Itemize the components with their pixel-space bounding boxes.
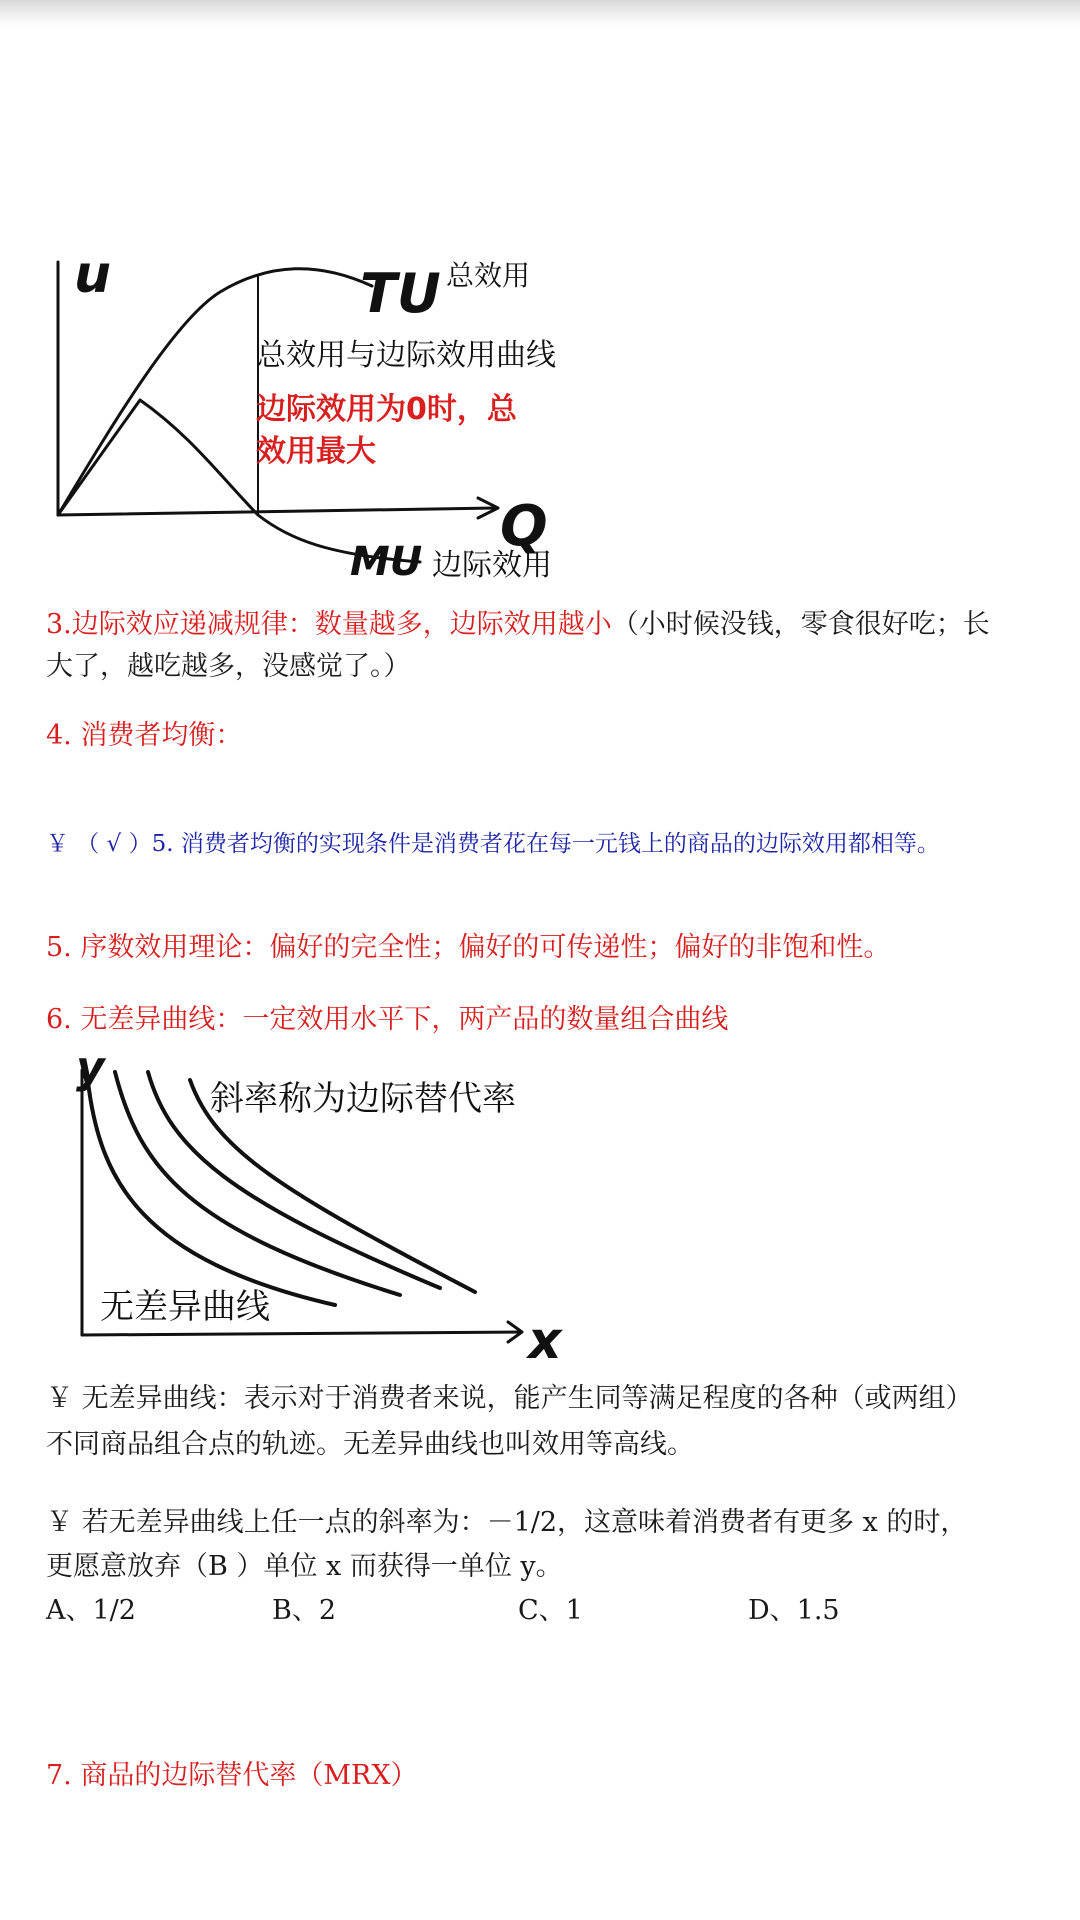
diagram1-title: 总效用与边际效用曲线	[256, 338, 556, 373]
definition-line-1: ￥ 无差异曲线：表示对于消费者来说，能产生同等满足程度的各种（或两组）	[46, 1383, 973, 1414]
question-option-c: C、1	[518, 1595, 583, 1626]
question-option-d: D、1.5	[748, 1595, 840, 1626]
y-axis-label-2: y	[76, 1042, 105, 1093]
curve-label: 无差异曲线	[100, 1287, 270, 1327]
item7-heading: 7. 商品的边际替代率（MRX）	[46, 1760, 418, 1791]
mu-label: MU	[350, 539, 423, 585]
item3-red-text: 3.边际效应递减规律：数量越多，边际效用越小	[46, 609, 612, 640]
x-axis-label: Q	[500, 494, 548, 559]
diagram1-red-note-2: 效用最大	[256, 434, 376, 469]
item3-black-text: （小时候没钱，零食很好吃；长	[611, 609, 990, 640]
definition-line-2: 不同商品组合点的轨迹。无差异曲线也叫效用等高线。	[46, 1429, 694, 1460]
x-axis-line-2	[82, 1332, 520, 1335]
item6-text: 6. 无差异曲线：一定效用水平下，两产品的数量组合曲线	[46, 1004, 729, 1035]
question-option-a: A、1/2	[46, 1595, 136, 1626]
slope-label: 斜率称为边际替代率	[210, 1079, 516, 1119]
mu-note: 边际效用	[432, 548, 552, 583]
item3-line-2: 大了，越吃越多，没感觉了。）	[46, 651, 411, 682]
diagram1-red-note-1: 边际效用为0时，总	[256, 392, 517, 427]
tu-label: TU	[360, 262, 441, 325]
question-line-1: ￥ 若无差异曲线上任一点的斜率为：－1/2，这意味着消费者有更多 x 的时，	[46, 1507, 968, 1538]
item4-heading: 4. 消费者均衡：	[46, 720, 243, 751]
question-line-2: 更愿意放弃（B ）单位 x 而获得一单位 y。	[46, 1551, 563, 1582]
question-option-b: B、2	[272, 1595, 337, 1626]
x-axis-label-2: x	[528, 1311, 562, 1371]
y-axis-label: u	[74, 245, 112, 305]
item5-text: 5. 序数效用理论：偏好的完全性；偏好的可传递性；偏好的非饱和性。	[46, 932, 891, 963]
judge-statement: ￥ （ √ ）5. 消费者均衡的实现条件是消费者花在每一元钱上的商品的边际效用都相等。	[46, 831, 940, 857]
tu-note: 总效用	[446, 259, 531, 292]
